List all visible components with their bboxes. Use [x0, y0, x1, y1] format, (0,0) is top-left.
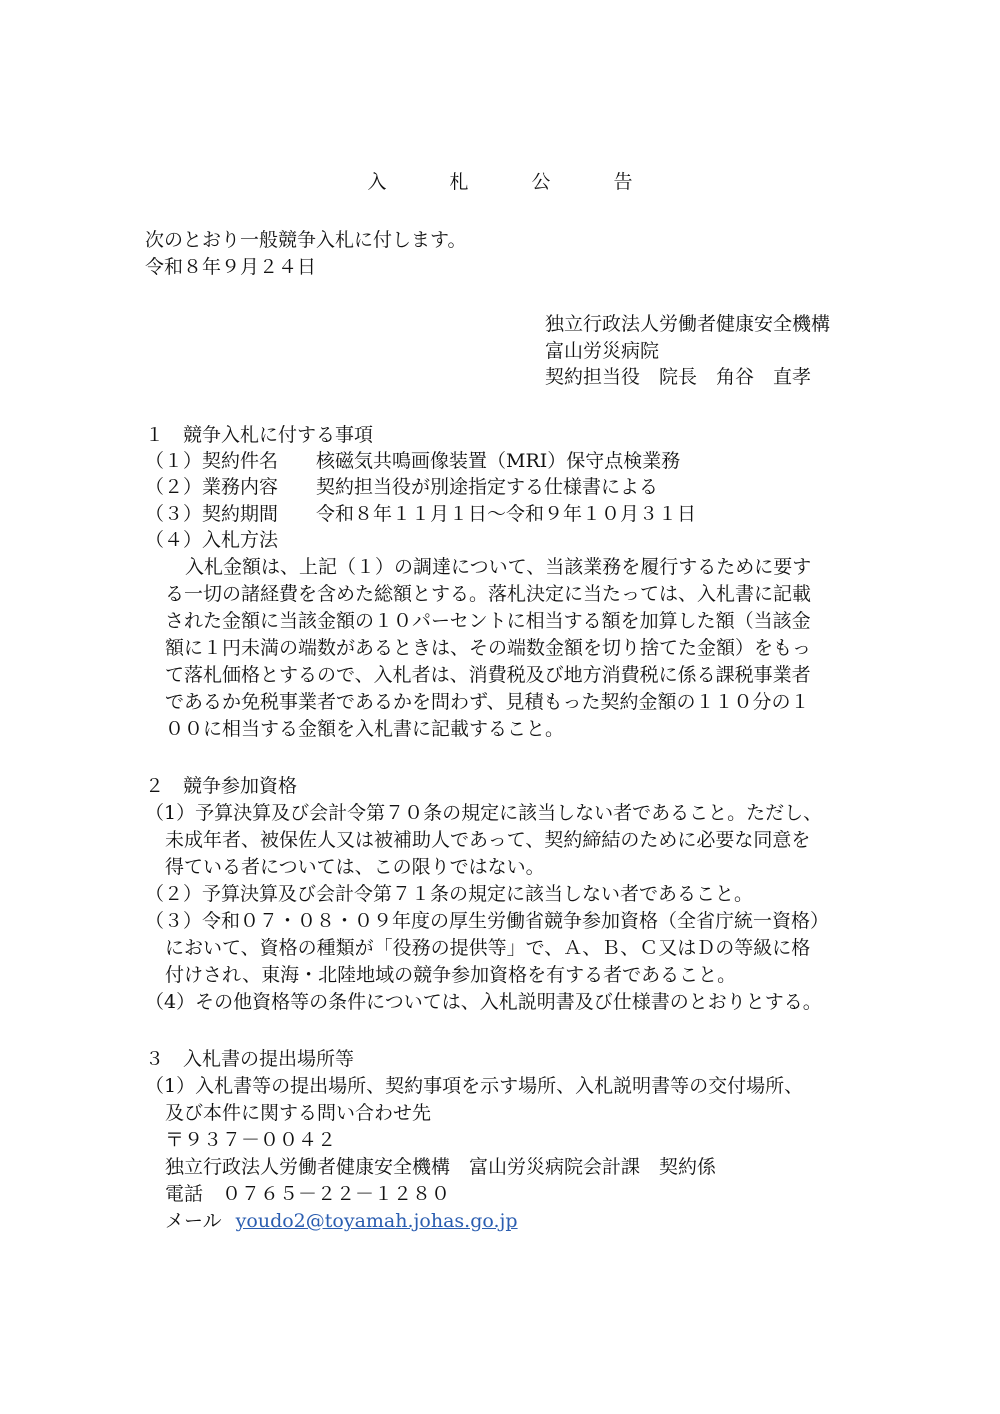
- section1-item4-line: であるか免税事業者であるかを問わず、見積もった契約金額の１１０分の１: [165, 691, 810, 713]
- section2-item1-line: 得ている者については、この限りではない。: [165, 856, 545, 878]
- section2-item3-line: において、資格の種類が「役務の提供等」で、Ａ、Ｂ、Ｃ又はＤの等級に格: [165, 937, 811, 959]
- section2-item4: （4）その他資格等の条件については、入札説明書及び仕様書のとおりとする。: [145, 991, 822, 1013]
- issuer-officer: 契約担当役 院長 角谷 直孝: [545, 366, 812, 388]
- section1-item3: （３）契約期間 令和８年１１月１日～令和９年１０月３１日: [145, 503, 697, 525]
- intro-text: 次のとおり一般競争入札に付します。: [145, 229, 467, 251]
- document-title: 入 札 公 告: [367, 171, 655, 193]
- section3-item1-line: （1）入札書等の提出場所、契約事項を示す場所、入札説明書等の交付場所、: [145, 1075, 804, 1097]
- notice-date: 令和８年９月２４日: [145, 256, 317, 278]
- contact-address: 独立行政法人労働者健康安全機構 富山労災病院会計課 契約係: [165, 1156, 717, 1178]
- section3-item1-line: 及び本件に関する問い合わせ先: [165, 1102, 432, 1124]
- section1-item2: （２）業務内容 契約担当役が別途指定する仕様書による: [145, 476, 659, 498]
- issuer-org: 独立行政法人労働者健康安全機構: [545, 313, 831, 335]
- section1-heading: １ 競争入札に付する事項: [145, 424, 374, 446]
- postal-code: 〒９３７－００４２: [165, 1129, 337, 1151]
- section1-item4-line: 額に１円未満の端数があるときは、その端数金額を切り捨てた金額）をもっ: [165, 637, 812, 659]
- section2-item1-line: 未成年者、被保佐人又は被補助人であって、契約締結のために必要な同意を: [165, 829, 811, 851]
- section1-item4-line: る一切の諸経費を含めた総額とする。落札決定に当たっては、入札書に記載: [165, 583, 812, 605]
- section1-item4-line: て落札価格とするので、入札者は、消費税及び地方消費税に係る課税事業者: [165, 664, 811, 686]
- section2-item3-line: 付けされ、東海・北陸地域の競争参加資格を有する者であること。: [165, 964, 737, 986]
- issuer-hospital: 富山労災病院: [545, 340, 660, 362]
- section1-item4-heading: （４）入札方法: [145, 529, 279, 551]
- section2-heading: ２ 競争参加資格: [145, 775, 298, 797]
- section3-heading: ３ 入札書の提出場所等: [145, 1048, 355, 1070]
- section1-item4-line: された金額に当該金額の１０パーセントに相当する額を加算した額（当該金: [165, 610, 811, 632]
- contact-phone: 電話 ０７６５－２２－１２８０: [165, 1183, 451, 1205]
- mail-link[interactable]: youdo2@toyamah.johas.go.jp: [235, 1210, 518, 1232]
- mail-label: メール: [165, 1210, 222, 1232]
- section2-item1-line: （1）予算決算及び会計令第７０条の規定に該当しない者であること。ただし、: [145, 802, 823, 824]
- section1-item4-line: 入札金額は、上記（１）の調達について、当該業務を履行するために要す: [185, 556, 812, 578]
- section2-item2: （２）予算決算及び会計令第７１条の規定に該当しない者であること。: [145, 883, 754, 905]
- section2-item3-line: （３）令和０７・０８・０９年度の厚生労働省競争参加資格（全省庁統一資格）: [145, 910, 830, 932]
- section1-item4-line: ００に相当する金額を入札書に記載すること。: [165, 718, 565, 740]
- section1-item1: （１）契約件名 核磁気共鳴画像装置（MRI）保守点検業務: [145, 450, 681, 472]
- contact-mail-row: [165, 1209, 518, 1233]
